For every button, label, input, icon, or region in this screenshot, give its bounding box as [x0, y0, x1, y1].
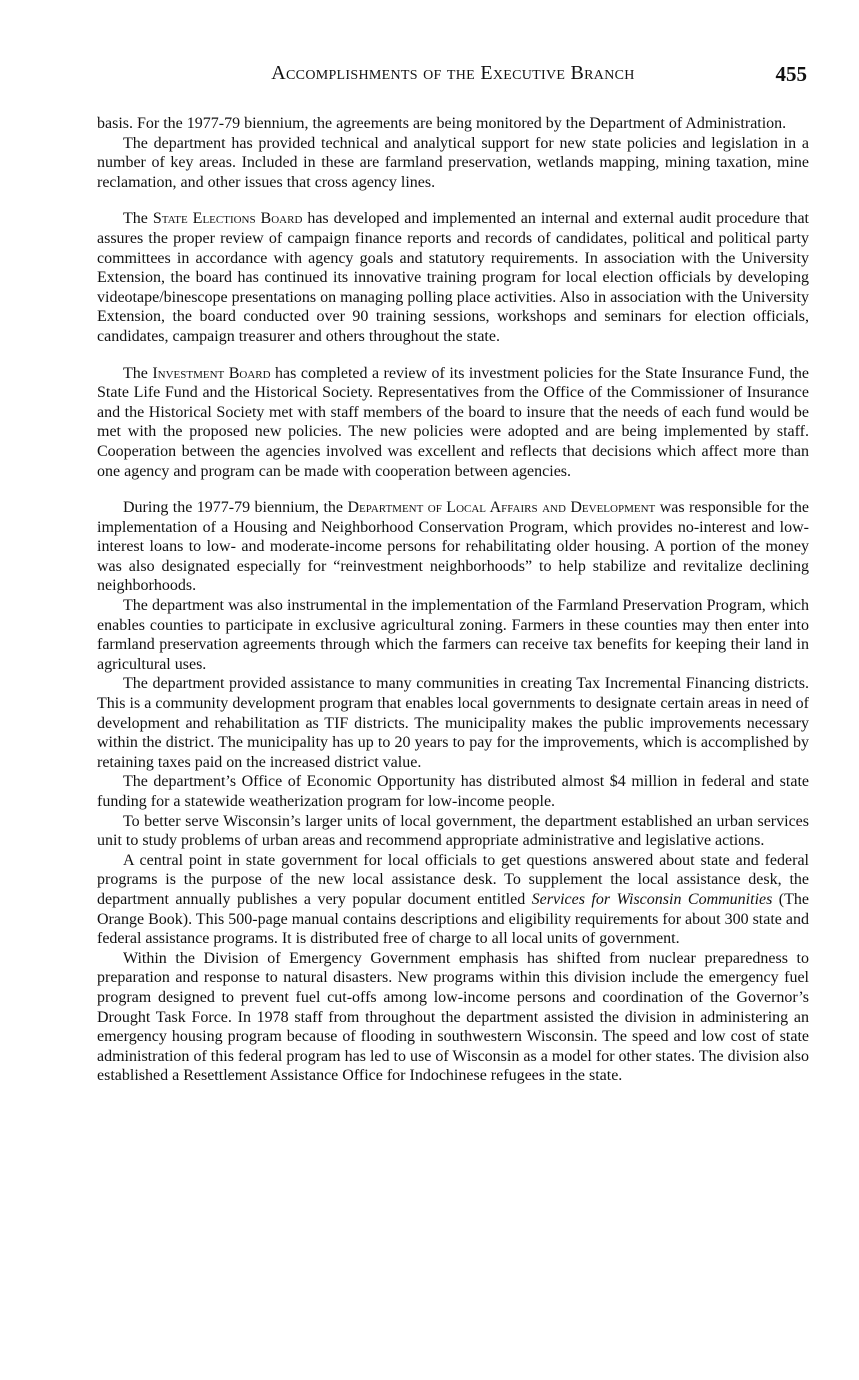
agency-name-investment-board: Investment Board	[152, 364, 271, 382]
agency-name-elections-board: State Elections Board	[152, 210, 303, 228]
paragraph-lead: The	[123, 210, 153, 228]
paragraph-body: has developed and implemented an internal and external audit procedure that assures the proper review of campaign finance reports and records of candidates, political and political party committees in accordance with agency goals and statutory requirements. In association with the University Extension, the board has continued its innovative training program for local election officials by developing videotape/binescope presentations on managing polling place activities. Also in association with the University Extension, the board conducted over 90 training sessions, workshops and seminars for election officials, candidates, campaign treasurer and others throughout the state.	[97, 210, 810, 345]
paragraph-body: was responsible for the implementation of a Housing and Neighborhood Conservation Program, which provides no-interest and low-interest loans to low- and moderate-income persons for rehabilitating older housing. A portion of the money was also designated especially for “reinvestment neighborhoods” to help stabilize and revitalize declining neighborhoods.	[97, 499, 810, 595]
paragraph-body: has completed a review of its investment policies for the State Insurance Fund, the State Life Fund and the Historical Society. Representatives from the Office of the Commissioner of Insurance and the Historical Society met with staff members of the board to insure that the needs of each fund would be met with the proposed new policies. The new policies were adopted and are being implemented by staff. Cooperation between the agencies involved was excellent and reflects that decisions which affect more than one agency and program can be made with cooperation between agencies.	[97, 364, 809, 480]
paragraph-tif: The department provided assistance to many communities in creating Tax Incremental Financing districts. This is a community development program that enables local governments to designate certain areas in need of development and rehabilitation as TIF districts. The municipality makes the public improvements necessary within the district. The municipality has up to 20 years to pay for the improvements, which is accomplished by retaining taxes paid on the increased district value.	[97, 675, 809, 771]
paragraph-urban-services: To better serve Wisconsin’s larger units of local government, the department established an urban services unit to study problems of urban areas and recommend appropriate administrative and legislative actions.	[97, 812, 809, 850]
paragraph-emergency-government: Within the Division of Emergency Government emphasis has shifted from nuclear preparedness to preparation and response to natural disasters. New programs within this division include the emergency fuel program designed to prevent fuel cut-offs among low-income persons and coordination of the Governor’s Drought Task Force. In 1978 staff from throughout the department assisted the division in administering an emergency housing program because of flooding in southwestern Wisconsin. The speed and low cost of state administration of this federal program has led to use of Wisconsin as a model for other states. The division also established a Resettlement Assistance Office for Indochinese refugees in the state.	[97, 949, 809, 1085]
running-head: Accomplishments of the Executive Branch	[271, 62, 635, 84]
paragraph-assistance-desk	[97, 851, 809, 949]
paragraph-local-affairs	[97, 498, 809, 596]
paragraph-lead: A central point in state government for local officials to get questions answered about state and federal programs is the purpose of the new local assistance desk. To supplement the local assistance desk, the department annually publishes a very popular document entitled	[97, 851, 809, 908]
paragraph-elections-board	[97, 209, 809, 346]
page-number: 455	[775, 62, 807, 86]
paragraph-farmland: The department was also instrumental in the implementation of the Farmland Preservation Program, which enables counties to participate in exclusive agricultural zoning. Farmers in these counties may then enter into farmland preservation agreements through which the farmers can receive tax benefits for keeping their land in agricultural uses.	[97, 597, 809, 673]
publication-title: Services for Wisconsin Communities	[531, 890, 773, 908]
paragraph-continuation: basis. For the 1977-79 biennium, the agreements are being monitored by the Department of Administration.	[97, 115, 787, 132]
paragraph-policy-support: The department has provided technical and analytical support for new state policies and legislation in a number of key areas. Included in these are farmland preservation, wetlands mapping, mining taxation, mine reclamation, and other issues that cross agency lines.	[97, 134, 809, 191]
agency-name-local-affairs: Department of Local Affairs and Development	[347, 499, 656, 517]
body-text	[97, 114, 809, 1086]
paragraph-lead: The	[123, 364, 153, 382]
page-header	[97, 62, 809, 92]
paragraph-economic-opportunity: The department’s Office of Economic Opportunity has distributed almost $4 million in federal and state funding for a statewide weatherization program for low-income people.	[97, 773, 809, 810]
paragraph-lead: During the 1977-79 biennium, the	[123, 499, 348, 517]
paragraph-body: (The Orange Book). This 500-page manual contains descriptions and eligibility requirements for about 300 state and federal assistance programs. It is distributed free of charge to all local units of government.	[97, 890, 810, 948]
paragraph-investment-board	[97, 364, 809, 482]
